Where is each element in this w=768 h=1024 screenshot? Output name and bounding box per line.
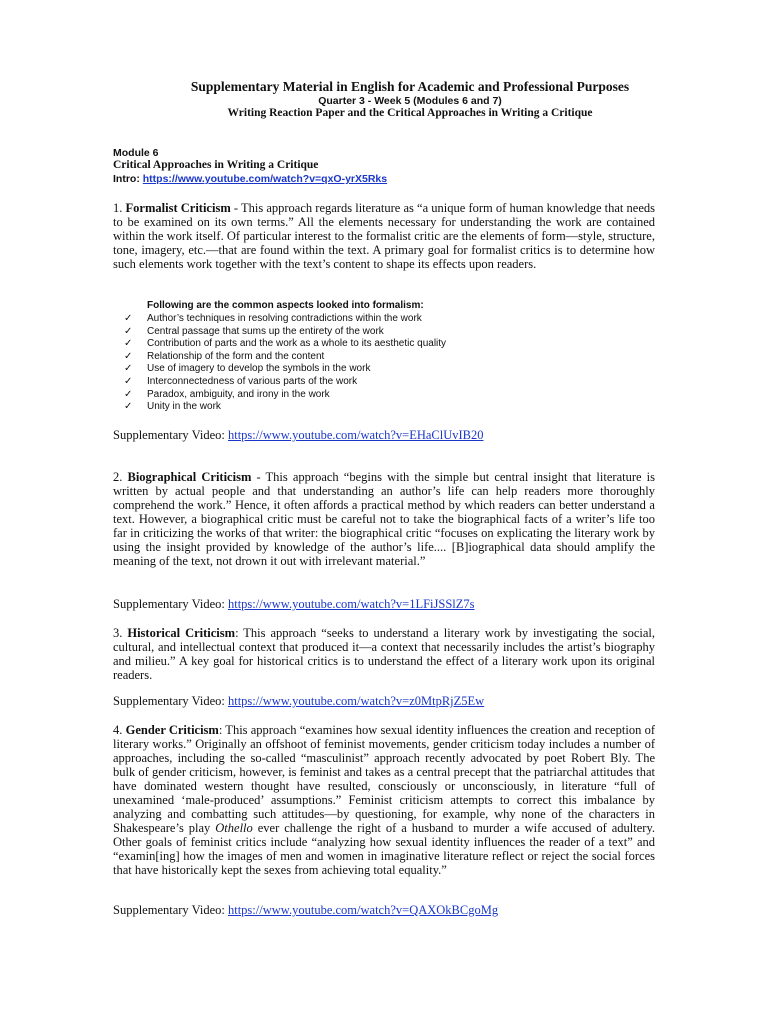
supplementary-video-1 xyxy=(113,428,484,443)
supplementary-link[interactable]: https://www.youtube.com/watch?v=z0MtpRjZ5Ew xyxy=(227,694,485,708)
supplementary-video-4 xyxy=(113,903,498,918)
play-title: Othello xyxy=(215,821,253,835)
list-item: ✓ Contribution of parts and the work as a whole to its aesthetic quality xyxy=(124,338,447,350)
section-number: 2. xyxy=(113,470,123,484)
section-text: - This approach “begins with the simple but central insight that literature is written by actual people and that understanding an author’s life can help readers more thoroughly comprehend the work.” Hence, it often affords a practical method by which readers can better understand a text. However, a biographical critic must be careful not to take the biographical facts of a writer’s life too far in criticizing the works of that writer: the biographical critic “focuses on explicating the literary work by using the insight provided by knowledge of the author’s life.... [B]iographical data should amplify the meaning of the text, not drown it out with irrelevant material.” xyxy=(113,470,655,568)
checkmark-icon: ✓ xyxy=(124,350,133,362)
document-subtitle: Quarter 3 - Week 5 (Modules 6 and 7) xyxy=(318,95,502,107)
list-item: ✓ Relationship of the form and the content xyxy=(124,350,325,362)
supplementary-label: Supplementary Video: xyxy=(113,694,228,708)
supplementary-label: Supplementary Video: xyxy=(113,903,228,917)
list-item: ✓ Author’s techniques in resolving contradictions within the work xyxy=(124,313,422,324)
section-text: - This approach regards literature as “a unique form of human knowledge that needs to be examined on its own terms.” All the elements necessary for understanding the work are contained within the work itself. Of particular interest to the formalist critic are the elements of form—style, structure, tone, imagery, etc.—that are found within the text. A primary goal for formalist critics is to determine how such elements work together with the text’s content to shape its effects upon readers. xyxy=(113,201,655,271)
intro-link[interactable]: https://www.youtube.com/watch?v=qxO-yrX5Rks xyxy=(142,173,388,185)
section-heading: Formalist Criticism xyxy=(125,201,231,215)
supplementary-label: Supplementary Video: xyxy=(113,428,228,442)
list-item: ✓ Paradox, ambiguity, and irony in the work xyxy=(124,388,330,400)
section-text-continued: ever challenge the right of a husband to murder a wife accused of adultery. Other goals of feminist critics include “analyzing how sexual identity influences the reader of a text” and “examin[ing] how the images of men and women in imaginative literature reflect or reject the social forces that have historically kept the sexes from achieving total equality.” xyxy=(113,821,656,877)
section-text: : This approach “examines how sexual identity influences the creation and reception of literary works.” Originally an offshoot of feminist movements, gender criticism today includes a number of approaches, including the so-called “masculinist” approach recently advocated by poet Robert Bly. The bulk of gender criticism, however, is feminist and takes as a central precept that the patriarchal attitudes that have dominated western thought have resulted, consciously or unconsciously, in literature “full of unexamined ‘male-produced’ assumptions.” Feminist criticism attempts to correct this imbalance by analyzing and combatting such attitudes—by questioning, for example, why none of the characters in Shakespeare’s play xyxy=(113,723,655,835)
section-number: 3. xyxy=(113,626,123,640)
supplementary-link[interactable]: https://www.youtube.com/watch?v=QAXOkBCgoMg xyxy=(227,903,499,917)
supplementary-link[interactable]: https://www.youtube.com/watch?v=1LFiJSSlZ7s xyxy=(227,597,475,611)
checkmark-icon: ✓ xyxy=(124,401,133,413)
checkmark-icon: ✓ xyxy=(124,325,133,337)
checkmark-icon: ✓ xyxy=(124,363,133,375)
list-item: ✓ Central passage that sums up the entirety of the work xyxy=(124,325,384,337)
supplementary-link[interactable]: https://www.youtube.com/watch?v=EHaClUvIB20 xyxy=(227,428,484,442)
section-gender xyxy=(113,723,655,877)
section-formalist xyxy=(113,201,655,271)
section-text: : This approach “seeks to understand a literary work by investigating the social, cultural, and intellectual context that produced it—a context that necessarily includes the artist’s biography and milieu.” A key goal for historical critics is to understand the effect of a literary work upon its original readers. xyxy=(113,626,656,682)
intro-label: Intro: xyxy=(113,173,140,185)
supplementary-video-2 xyxy=(113,597,475,612)
checkmark-icon: ✓ xyxy=(124,375,133,387)
checkmark-icon: ✓ xyxy=(124,338,133,350)
module-label: Module 6 xyxy=(113,147,159,159)
supplementary-label: Supplementary Video: xyxy=(113,597,228,611)
checkmark-icon: ✓ xyxy=(124,313,133,324)
supplementary-video-3 xyxy=(113,694,484,709)
list-item: ✓ Use of imagery to develop the symbols in the work xyxy=(124,363,371,375)
section-number: 4. xyxy=(113,723,123,737)
section-number: 1. xyxy=(113,201,123,215)
list-item: ✓ Unity in the work xyxy=(124,401,221,413)
section-heading: Gender Criticism xyxy=(125,723,219,737)
list-item: ✓ Interconnectedness of various parts of the work xyxy=(124,375,358,387)
formalism-list-heading: Following are the common aspects looked into formalism: xyxy=(147,300,424,311)
section-historical xyxy=(113,626,655,682)
document-title: Supplementary Material in English for Academic and Professional Purposes xyxy=(190,79,630,94)
section-biographical xyxy=(113,470,655,568)
section-heading: Historical Criticism xyxy=(127,626,236,640)
checkmark-icon: ✓ xyxy=(124,388,133,400)
document-topic: Writing Reaction Paper and the Critical Approaches in Writing a Critique xyxy=(227,107,593,119)
section-heading: Biographical Criticism xyxy=(127,470,252,484)
formalism-checklist xyxy=(124,313,446,414)
intro-line xyxy=(113,173,387,185)
module-title: Critical Approaches in Writing a Critique xyxy=(113,159,319,171)
